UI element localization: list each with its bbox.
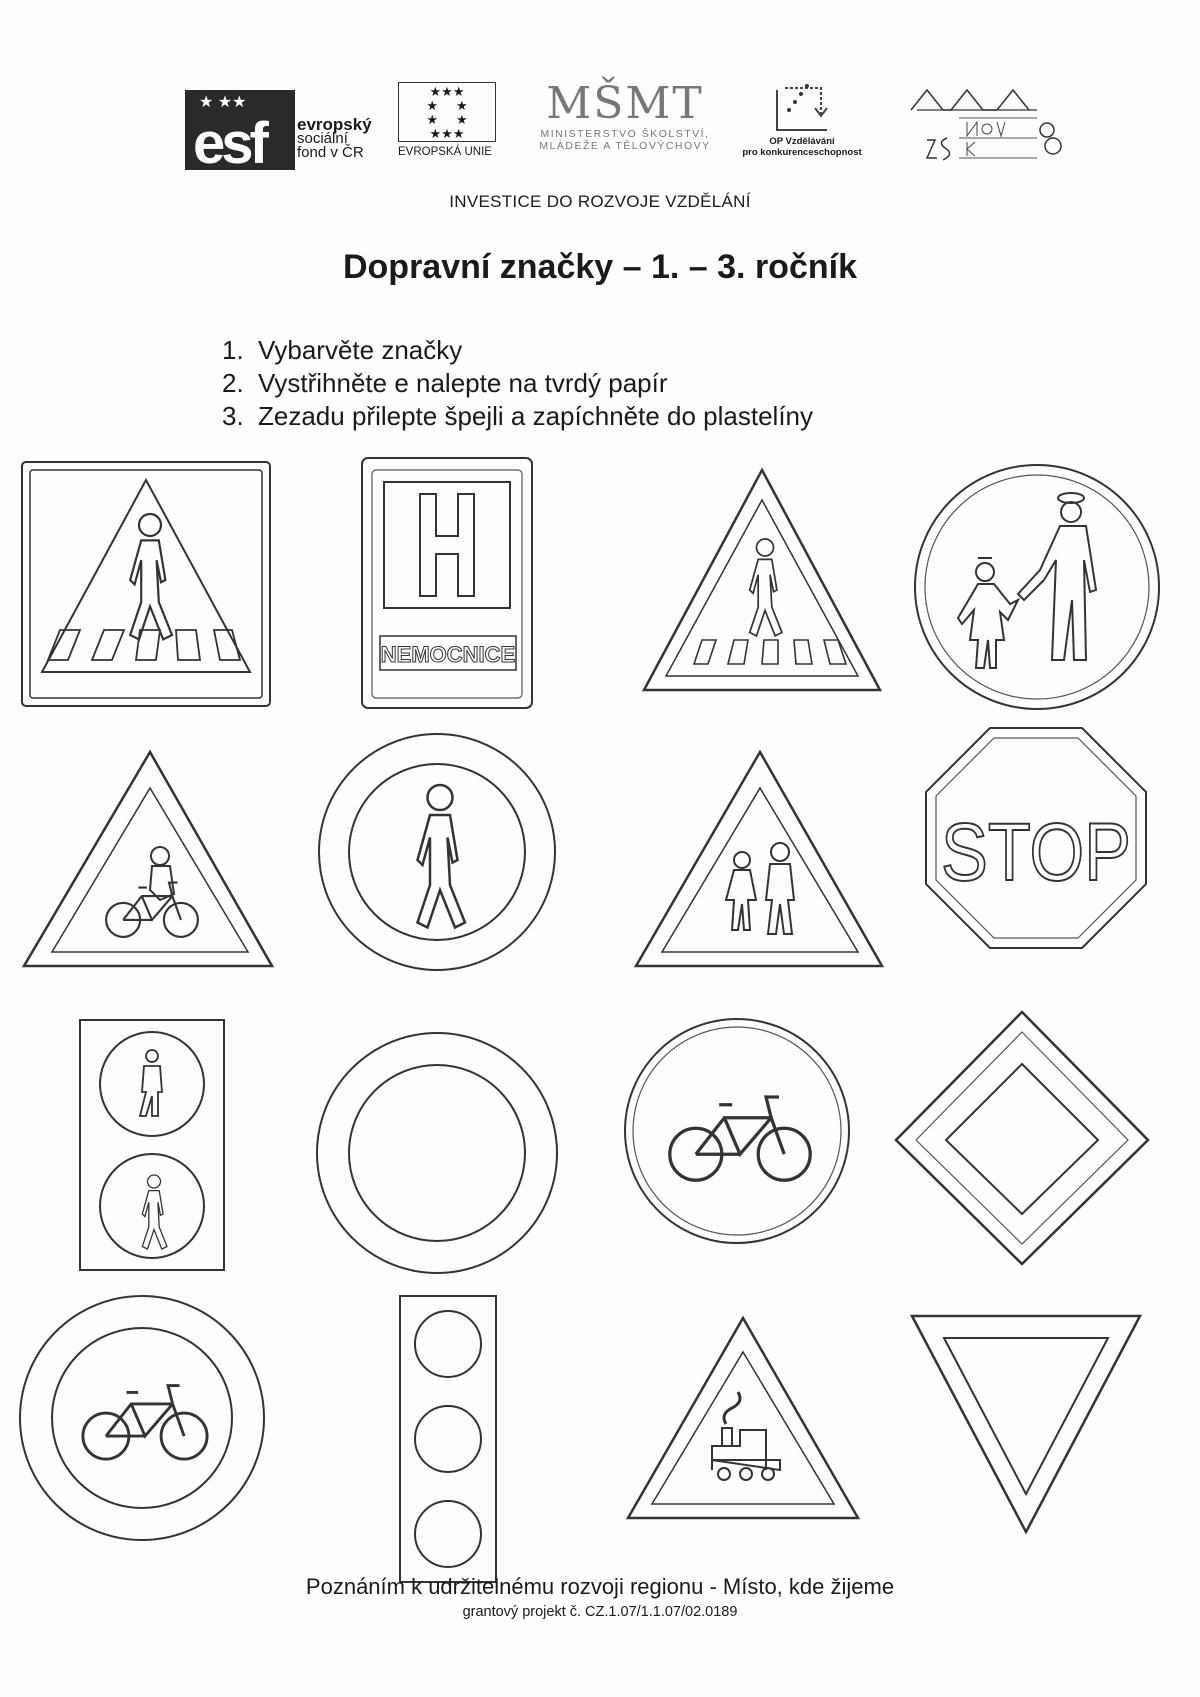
msmt-line1: MINISTERSTVO ŠKOLSTVÍ, [540,128,710,140]
traffic-light-icon [400,1296,496,1582]
eu-caption: EVROPSKÁ UNIE [398,146,492,158]
list-item: 1. Vybarvěte značky [222,335,463,365]
pedestrian-signal-icon [80,1020,224,1270]
hospital-sign-icon [362,458,532,708]
footer-grant-number: grantový projekt č. CZ.1.07/1.1.07/02.0189 [462,1604,738,1620]
page-title: Dopravní značky – 1. – 3. ročník [342,248,857,286]
stars-icon: ★ ★★ [199,94,247,111]
esf-line2: sociální [297,130,348,147]
list-item: 3. Zezadu přilepte špejli a zapíchněte do plastelíny [222,401,814,431]
hospital-label: NEMOCNICE [380,642,516,667]
cycle-path-sign-icon [625,1019,849,1243]
footer-project-name: Poznáním k udržitelnému rozvoji regionu - Místo, kde žijeme [305,1574,895,1599]
pedestrian-zone-sign-icon [915,465,1159,709]
stop-label: STOP [941,807,1131,898]
children-warning-sign-icon [636,752,882,966]
no-vehicles-sign-icon [317,1033,557,1273]
op-line1: OP Vzdělávání [769,136,835,147]
give-way-sign-icon [912,1316,1140,1532]
railway-crossing-warning-sign-icon [628,1318,858,1518]
cyclists-warning-sign-icon [24,752,272,966]
esf-mark: esf [193,111,265,176]
esf-line1: evropský [297,115,372,134]
footer [0,1574,1200,1620]
pedestrian-crossing-warning-sign-icon [644,470,880,690]
pedestrian-crossing-sign-icon [22,462,270,706]
no-pedestrians-sign-icon [319,734,555,970]
no-cycling-sign-icon [20,1296,264,1540]
esf-line3: fond v ČR [297,144,364,161]
msmt-mark: MŠMT [546,78,704,129]
investment-slogan: INVESTICE DO ROZVOJE VZDĚLÁNÍ [449,192,751,211]
op-line2: pro konkurenceschopnost [742,147,862,158]
priority-road-sign-icon [896,1012,1148,1264]
list-item: 2. Vystřihněte e nalepte na tvrdý papír [222,368,668,398]
msmt-line2: MLÁDEŽE A TĚLOVÝCHOVY [539,140,711,152]
stop-sign-icon [926,728,1146,948]
eu-flag-icon: ★★★ ★ ★ ★ ★ ★★★ [398,82,496,142]
